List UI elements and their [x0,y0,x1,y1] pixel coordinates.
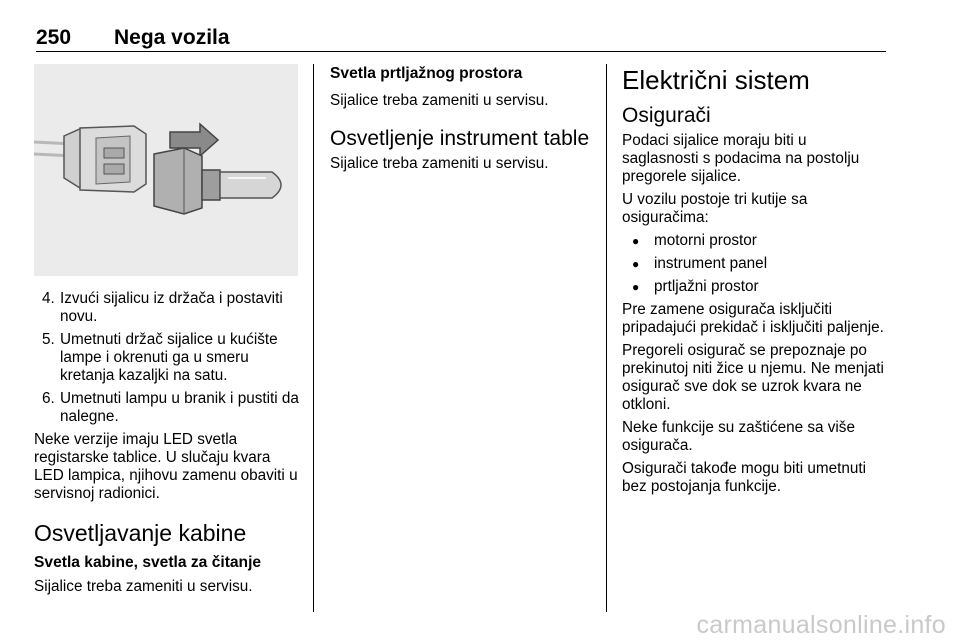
watermark: carmanualsonline.info [696,611,946,639]
step-text: Umetnuti lampu u branik i pustiti da nalegne. [60,390,299,425]
page-header [36,26,886,52]
fuses-paragraph-6: Osigurači takođe mogu biti umetnuti bez postojanja funkcije. [622,460,867,495]
list-item: ● motorni prostor [622,232,886,250]
step-number: 4. [42,290,55,307]
column-divider-left [313,64,314,612]
trunk-lights-heading: Svetla prtljažnog prostora [330,65,523,82]
step-text: Umetnuti držač sijalice u kućište lampe i okrenuti ga u smeru kretanja kazaljki na satu. [60,331,278,384]
step-item [34,331,302,385]
electrical-system-title: Električni sistem [622,65,810,95]
instrument-panel-lighting-text: Sijalice treba zameniti u servisu. [330,155,549,172]
fuses-paragraph-5: Neke funkcije su zaštićene sa više osigurača. [622,419,855,454]
step-number: 5. [42,331,55,348]
cabin-lighting-heading: Osvetljavanje kabine [34,520,247,546]
instrument-panel-lighting-heading: Osvetljenje instrument table [330,127,590,150]
bulb-holder-illustration [34,64,298,276]
fuses-heading: Osigurači [622,104,711,127]
list-item: ● instrument panel [622,255,886,273]
cabin-lights-subheading: Svetla kabine, svetla za čitanje [34,554,262,571]
cabin-lights-text: Sijalice treba zameniti u servisu. [34,578,253,595]
left-column [34,64,302,601]
led-note: Neke verzije imaju LED svetla registarske tablice. U slučaju kvara LED lampica, njihovu zamenu obaviti u servisnoj radionici. [34,431,298,502]
step-item [34,390,302,426]
fuses-paragraph-1: Podaci sijalice moraju biti u saglasnosti s podacima na postolju pregorele sijalice. [622,132,860,185]
instruction-steps [34,290,302,426]
fuses-paragraph-2: U vozilu postoje tri kutije sa osiguračima: [622,191,808,226]
step-number: 6. [42,390,55,407]
fuses-paragraph-4: Pregoreli osigurač se prepoznaje po prekinutoj niti žice u njemu. Ne menjati osigurač sve dok se uzrok kvara ne otkloni. [622,342,884,413]
bulb-holder-drawing [34,64,298,276]
header-rule [36,51,886,52]
column-divider-right [606,64,607,612]
fuses-paragraph-3: Pre zamene osigurača isključiti pripadajući prekidač i isključiti paljenje. [622,301,884,336]
trunk-lights-text: Sijalice treba zameniti u servisu. [330,92,549,109]
section-name: Nega vozila [114,26,230,49]
page-number: 250 [36,26,72,49]
right-column [622,64,886,501]
step-item [34,290,302,326]
step-text: Izvući sijalicu iz držača i postaviti novu. [60,290,283,325]
middle-column [330,64,592,178]
list-item: ● prtljažni prostor [622,278,886,296]
fuse-box-list [622,232,886,296]
